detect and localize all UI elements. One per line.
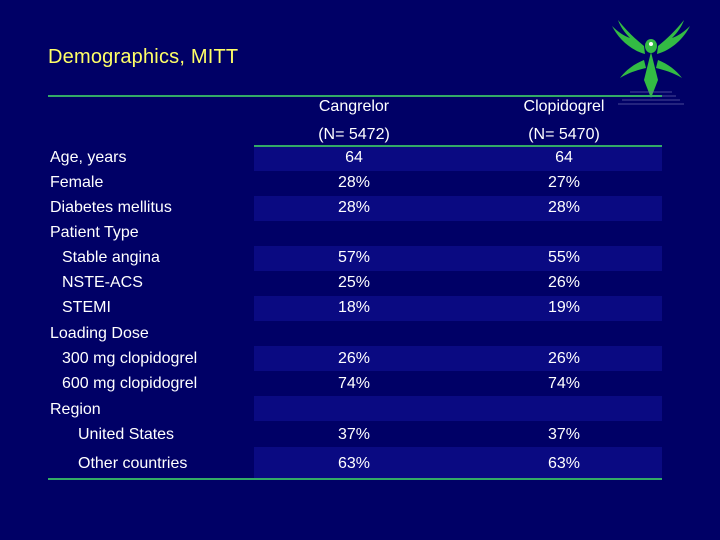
row-label: Diabetes mellitus	[50, 199, 172, 216]
demographics-table	[48, 93, 662, 482]
table-row	[48, 271, 662, 296]
col-header-clopidogrel: Clopidogrel	[523, 98, 605, 115]
cangrelor-value: 28%	[337, 174, 371, 191]
slide-title: Demographics, MITT	[48, 46, 239, 68]
cangrelor-value: 64	[345, 149, 363, 166]
table-row	[48, 423, 662, 448]
clopidogrel-value: 63%	[547, 455, 581, 472]
table-row	[48, 452, 662, 477]
table-row	[48, 146, 662, 171]
row-label: Region	[50, 401, 101, 418]
cangrelor-value: 74%	[337, 375, 371, 392]
cangrelor-value: 25%	[337, 274, 371, 291]
cangrelor-value: 37%	[337, 426, 371, 443]
table-row	[48, 398, 662, 423]
clopidogrel-value: 74%	[547, 375, 581, 392]
cangrelor-value: 18%	[337, 299, 371, 316]
table-row	[48, 296, 662, 321]
row-label: 600 mg clopidogrel	[62, 375, 198, 392]
row-label: United States	[78, 426, 175, 443]
clopidogrel-value: 26%	[547, 274, 581, 291]
row-label: Female	[50, 174, 104, 191]
table-row	[48, 246, 662, 271]
cangrelor-value: 28%	[337, 199, 371, 216]
clopidogrel-value: 19%	[547, 299, 581, 316]
cangrelor-value: 57%	[337, 249, 371, 266]
table-bottom-rule	[48, 478, 662, 480]
clopidogrel-value: 28%	[547, 199, 581, 216]
row-label: 300 mg clopidogrel	[62, 350, 198, 367]
col-header-cangrelor: Cangrelor	[318, 98, 390, 115]
clopidogrel-value: 26%	[547, 350, 581, 367]
clopidogrel-value: 64	[555, 149, 573, 166]
table-row	[48, 196, 662, 221]
col-header-cangrelor-n: (N= 5472)	[318, 126, 390, 143]
row-label: NSTE-ACS	[62, 274, 143, 291]
row-label: Loading Dose	[50, 325, 149, 342]
table-row	[48, 221, 662, 246]
table-row	[48, 372, 662, 397]
row-label: Patient Type	[50, 224, 139, 241]
table-row	[48, 322, 662, 347]
row-label: Stable angina	[62, 249, 160, 266]
clopidogrel-value: 27%	[547, 174, 581, 191]
table-top-rule	[48, 95, 662, 97]
clopidogrel-value: 55%	[547, 249, 581, 266]
table-row	[48, 347, 662, 372]
col-header-clopidogrel-n: (N= 5470)	[528, 126, 600, 143]
row-label: Other countries	[78, 455, 188, 472]
table-row	[48, 171, 662, 196]
cangrelor-value: 63%	[337, 455, 371, 472]
row-label: Age, years	[50, 149, 127, 166]
row-label: STEMI	[62, 299, 111, 316]
cangrelor-value: 26%	[337, 350, 371, 367]
clopidogrel-value: 37%	[547, 426, 581, 443]
